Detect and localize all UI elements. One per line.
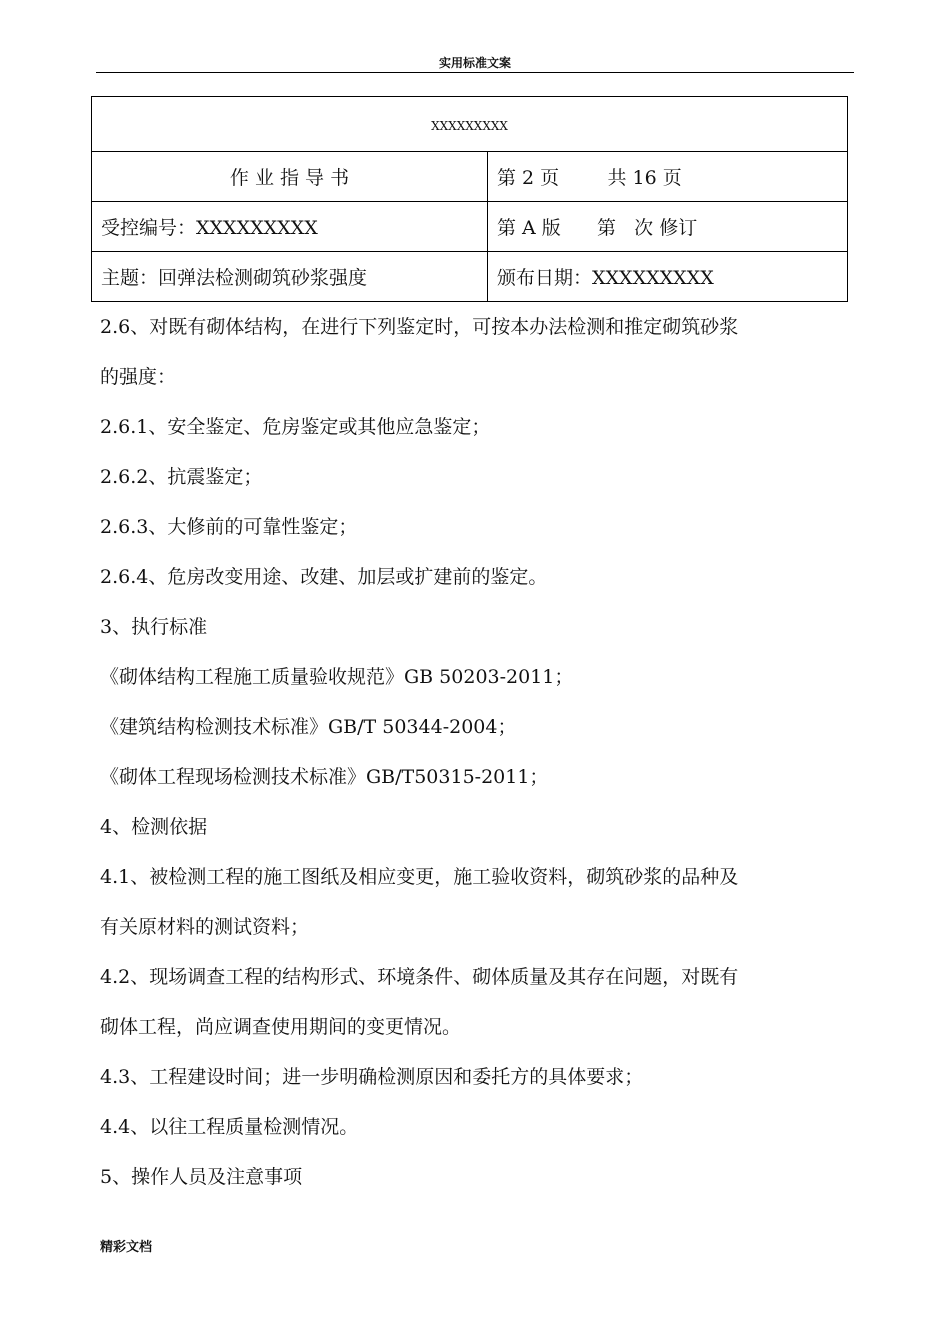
- body-line: 2.6.2、抗震鉴定；: [100, 466, 263, 488]
- body-line: 有关原材料的测试资料；: [100, 916, 310, 938]
- subject: 主题：回弹法检测砌筑砂浆强度: [92, 252, 488, 302]
- control-number: 受控编号：XXXXXXXXX: [92, 202, 488, 252]
- body-line: 4.1、被检测工程的施工图纸及相应变更，施工验收资料，砌筑砂浆的品种及: [100, 866, 739, 888]
- header-rule: [96, 72, 854, 73]
- section-heading: 3、执行标准: [100, 616, 208, 638]
- version-info: 第 A 版 第 次 修订: [488, 202, 848, 252]
- page-footer: 精彩文档: [100, 1240, 153, 1255]
- body-line: 的强度：: [100, 366, 177, 388]
- page-header: 实用标准文案: [438, 56, 511, 70]
- body-line: 《砌体工程现场检测技术标准》GB/T50315-2011；: [100, 766, 549, 788]
- body-line: 2.6.3、大修前的可靠性鉴定；: [100, 516, 358, 538]
- body-line: 2.6、对既有砌体结构，在进行下列鉴定时，可按本办法检测和推定砌筑砂浆: [100, 316, 739, 338]
- doc-type: 作 业 指 导 书: [92, 152, 488, 202]
- section-heading: 5、操作人员及注意事项: [100, 1166, 303, 1188]
- document-info-table: [91, 96, 848, 302]
- issue-date: 颁布日期：XXXXXXXXX: [488, 252, 848, 302]
- section-heading: 4、检测依据: [100, 816, 208, 838]
- body-line: 2.6.4、危房改变用途、改建、加层或扩建前的鉴定。: [100, 566, 548, 588]
- body-line: 《建筑结构检测技术标准》GB/T 50344-2004；: [100, 716, 517, 738]
- body-line: 《砌体结构工程施工质量验收规范》GB 50203-2011；: [100, 666, 574, 688]
- body-line: 2.6.1、安全鉴定、危房鉴定或其他应急鉴定；: [100, 416, 491, 438]
- body-line: 4.4、以往工程质量检测情况。: [100, 1116, 359, 1138]
- page-info: 第 2 页 共 16 页: [488, 152, 848, 202]
- body-line: 砌体工程，尚应调查使用期间的变更情况。: [100, 1016, 462, 1038]
- body-line: 4.2、现场调查工程的结构形式、环境条件、砌体质量及其存在问题，对既有: [100, 966, 739, 988]
- company-name: XXXXXXXXX: [92, 97, 848, 152]
- document-body: [100, 302, 852, 1202]
- body-line: 4.3、工程建设时间；进一步明确检测原因和委托方的具体要求；: [100, 1066, 644, 1088]
